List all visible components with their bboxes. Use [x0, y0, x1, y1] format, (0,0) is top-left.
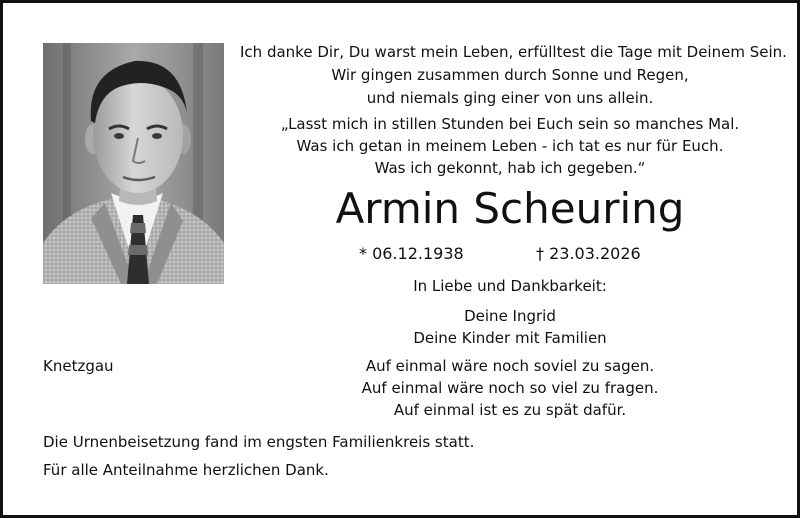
mourner-entry: Deine Ingrid	[464, 307, 556, 325]
place-name: Knetzgau	[43, 357, 114, 375]
closing-verse	[240, 355, 780, 421]
burial-note: Die Urnenbeisetzung fand im engsten Familienkreis statt.	[43, 433, 475, 451]
mourners-list	[240, 305, 780, 349]
mourner-entry: Deine Kinder mit Familien	[413, 329, 607, 347]
opening-verse-line: und niemals ging einer von uns allein.	[366, 89, 654, 107]
opening-verse-line: Wir gingen zusammen durch Sonne und Regen,	[331, 66, 689, 84]
closing-verse-line: Auf einmal wäre noch so viel zu fragen.	[361, 379, 659, 397]
portrait-photo	[43, 43, 224, 284]
death-date: † 23.03.2026	[536, 244, 641, 263]
closing-verse-line: Auf einmal ist es zu spät dafür.	[393, 401, 627, 419]
birth-date: * 06.12.1938	[359, 244, 464, 263]
opening-verse	[240, 41, 787, 110]
deceased-name: Armin Scheuring	[335, 184, 685, 233]
quote-verse	[240, 113, 780, 179]
gratitude-line: In Liebe und Dankbarkeit:	[413, 277, 607, 295]
quote-line: „Lasst mich in stillen Stunden bei Euch sein so manches Mal.	[280, 115, 740, 133]
thanks-note: Für alle Anteilnahme herzlichen Dank.	[43, 461, 329, 479]
quote-line: Was ich gekonnt, hab ich gegeben.“	[374, 159, 646, 177]
quote-line: Was ich getan in meinem Leben - ich tat es nur für Euch.	[296, 137, 724, 155]
opening-verse-line: Ich danke Dir, Du warst mein Leben, erfülltest die Tage mit Deinem Sein.	[240, 43, 787, 61]
portrait-photo-icon	[43, 43, 224, 284]
closing-verse-line: Auf einmal wäre noch soviel zu sagen.	[365, 357, 655, 375]
